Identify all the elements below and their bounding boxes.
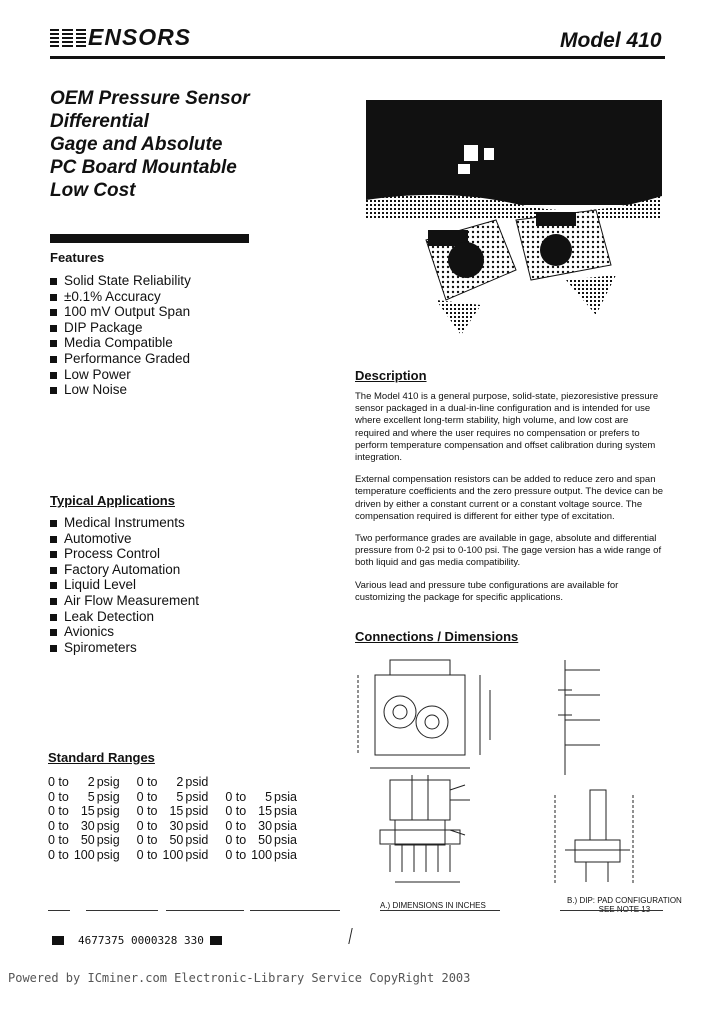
list-item: Solid State Reliability: [50, 273, 191, 289]
range-unit: psig: [96, 775, 120, 789]
ranges-table: [48, 775, 314, 863]
headline-line: PC Board Mountable: [50, 157, 237, 178]
section-bar: [50, 234, 249, 243]
range-prefix: 0 to: [136, 847, 158, 862]
range-prefix: 0 to: [48, 833, 69, 848]
range-value: 15: [80, 804, 95, 819]
range-value: 30: [80, 818, 95, 833]
headline-line: Gage and Absolute: [50, 134, 223, 155]
range-value: 5: [176, 789, 184, 804]
description-body: [355, 391, 665, 614]
range-value: 30: [169, 818, 184, 833]
list-item: Performance Graded: [50, 351, 191, 367]
ranges-title: Standard Ranges: [48, 750, 155, 765]
applications-title: Typical Applications: [50, 493, 175, 508]
brand-name: ENSORS: [88, 24, 192, 50]
headline-line: Differential: [50, 111, 149, 132]
range-unit: psig: [96, 818, 120, 833]
bottom-rule: [166, 910, 244, 911]
table-row: [48, 819, 314, 834]
list-item: Media Compatible: [50, 335, 191, 351]
range-prefix: 0 to: [136, 789, 158, 804]
table-row: [48, 790, 314, 805]
range-unit: psia: [274, 804, 297, 819]
range-unit: psig: [96, 833, 120, 848]
table-row: [48, 804, 314, 819]
list-item: Low Noise: [50, 382, 191, 398]
dimensions-drawing: [350, 650, 670, 900]
range-prefix: 0 to: [48, 775, 69, 789]
range-prefix: 0 to: [48, 847, 69, 862]
range-value: 15: [258, 804, 273, 819]
sensor-photo-image: [366, 100, 662, 344]
range-value: 5: [265, 789, 273, 804]
range-prefix: 0 to: [136, 818, 158, 833]
footer-copyright: Powered by ICminer.com Electronic-Library Service CopyRight 2003: [8, 971, 471, 985]
barcode-text: 4677375 0000328 330: [78, 934, 204, 947]
empty-cell: [225, 775, 251, 790]
dimensions-caption: A.) DIMENSIONS IN INCHES: [380, 901, 486, 910]
barcode-block-icon: [210, 936, 222, 945]
barcode-line: [52, 934, 222, 947]
description-paragraph: The Model 410 is a general purpose, solid-state, piezoresistive pressure sensor packaged in a dual-in-line configuration and is intended for use where excellent long-term stability, high volume, and low cost are required and where the user requires no compensation or prefers to perform temperature compensation and offset calibration during system integration.: [355, 391, 659, 464]
list-item: Low Power: [50, 367, 191, 383]
connections-title: Connections / Dimensions: [355, 629, 519, 644]
applications-list: [50, 515, 199, 655]
ic-logo-icon: [50, 27, 88, 49]
list-item: 100 mV Output Span: [50, 304, 191, 320]
range-prefix: 0 to: [48, 804, 69, 819]
range-unit: psid: [185, 775, 209, 789]
range-unit: psia: [274, 833, 297, 848]
range-unit: psid: [185, 847, 209, 862]
headline-line: Low Cost: [50, 180, 136, 201]
range-value: 50: [258, 833, 273, 848]
bottom-rule: [250, 910, 340, 911]
header-rule: [50, 56, 665, 59]
bottom-rule: [48, 910, 70, 911]
list-item: Avionics: [50, 624, 199, 640]
range-unit: psig: [96, 804, 120, 819]
range-prefix: 0 to: [225, 789, 247, 804]
bottom-rule: [560, 910, 663, 911]
range-prefix: 0 to: [225, 818, 247, 833]
range-value: 5: [87, 789, 95, 804]
features-title: Features: [50, 250, 105, 265]
product-headline: [50, 87, 250, 202]
range-value: 100: [73, 847, 95, 862]
range-unit: psid: [185, 833, 209, 848]
table-row: [48, 848, 314, 863]
pad-configuration-caption: [567, 896, 682, 914]
bottom-rule: [86, 910, 158, 911]
range-value: 100: [162, 847, 184, 862]
range-prefix: 0 to: [48, 789, 69, 804]
range-prefix: 0 to: [136, 775, 158, 789]
empty-cell: [274, 775, 314, 790]
barcode-block-icon: [52, 936, 64, 945]
range-value: 2: [87, 775, 95, 789]
description-title: Description: [355, 368, 427, 383]
range-value: 50: [80, 833, 95, 848]
list-item: Process Control: [50, 546, 199, 562]
description-paragraph: Various lead and pressure tube configurations are available for customizing the package for specific applications.: [355, 579, 619, 603]
range-prefix: 0 to: [48, 818, 69, 833]
range-prefix: 0 to: [136, 804, 158, 819]
range-unit: psid: [185, 804, 209, 819]
list-item: ±0.1% Accuracy: [50, 289, 191, 305]
list-item: DIP Package: [50, 320, 191, 336]
range-unit: psia: [274, 818, 297, 833]
brand-logo: [50, 24, 191, 51]
description-paragraph: External compensation resistors can be added to reduce zero and span temperature coefficients and the zero pressure output. The device can be driven by either a constant current or a constant voltage source. The compensation required is different for either type of excitation.: [355, 474, 664, 522]
pad-caption-line: B.) DIP: PAD CONFIGURATION: [567, 896, 682, 905]
features-list: [50, 273, 191, 398]
range-unit: psid: [185, 818, 209, 833]
range-value: 2: [176, 775, 184, 789]
bottom-rule: [380, 910, 500, 911]
description-paragraph: Two performance grades are available in gage, absolute and differential pressure from 0-2 psi to 0-100 psi. The gage version has a wide range of both liquid and gas media compatibility.: [355, 533, 662, 569]
range-unit: psia: [274, 847, 297, 862]
scan-mark: [348, 928, 352, 944]
range-value: 15: [169, 804, 184, 819]
range-value: 50: [169, 833, 184, 848]
list-item: Liquid Level: [50, 577, 199, 593]
range-unit: psia: [274, 789, 297, 804]
list-item: Automotive: [50, 531, 199, 547]
empty-cell: [251, 775, 274, 790]
table-row: [48, 775, 314, 790]
list-item: Leak Detection: [50, 609, 199, 625]
headline-line: OEM Pressure Sensor: [50, 88, 250, 109]
model-title: Model 410: [560, 29, 662, 52]
range-unit: psig: [96, 847, 120, 862]
range-unit: psig: [96, 789, 120, 804]
range-value: 100: [251, 847, 273, 862]
range-unit: psid: [185, 789, 209, 804]
range-value: 30: [258, 818, 273, 833]
list-item: Medical Instruments: [50, 515, 199, 531]
list-item: Air Flow Measurement: [50, 593, 199, 609]
table-row: [48, 833, 314, 848]
list-item: Factory Automation: [50, 562, 199, 578]
list-item: Spirometers: [50, 640, 199, 656]
range-prefix: 0 to: [225, 833, 247, 848]
range-prefix: 0 to: [136, 833, 158, 848]
range-prefix: 0 to: [225, 804, 247, 819]
product-photo: [366, 100, 662, 344]
range-prefix: 0 to: [225, 847, 247, 862]
